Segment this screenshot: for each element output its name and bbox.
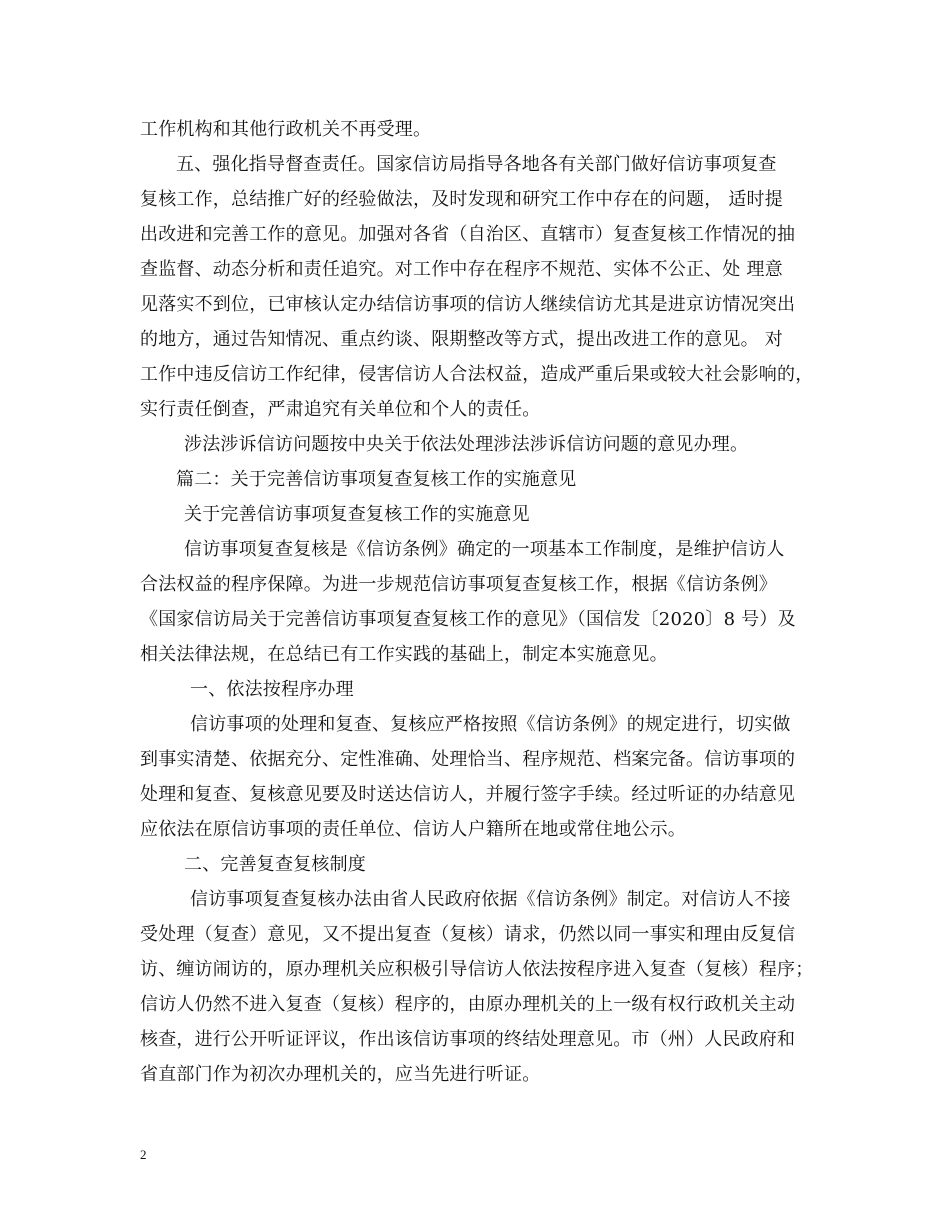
text-line: 见落实不到位，已审核认定办结信访事项的信访人继续信访尤其是进京访情况突出 bbox=[140, 294, 796, 315]
text-line: 信访人仍然不进入复查（复核）程序的，由原办理机关的上一级有权行政机关主动 bbox=[140, 994, 796, 1015]
text-line: 合法权益的程序保障。为进一步规范信访事项复查复核工作，根据《信访条例》 bbox=[140, 574, 777, 595]
text-line: 信访事项复查复核是《信访条例》确定的一项基本工作制度，是维护信访人 bbox=[184, 539, 785, 560]
text-line: 的地方，通过告知情况、重点约谈、限期整改等方式，提出改进工作的意见。 对 bbox=[140, 329, 783, 350]
text-line: 应依法在原信访事项的责任单位、信访人户籍所在地或常住地公示。 bbox=[140, 819, 686, 840]
text-line: 核查，进行公开听证评议，作出该信访事项的终结处理意见。市（州）人民政府和 bbox=[140, 1029, 796, 1050]
section-heading: 一、依法按程序办理 bbox=[190, 679, 354, 700]
page-number: 2 bbox=[140, 1147, 147, 1162]
document-title: 关于完善信访事项复查复核工作的实施意见 bbox=[184, 504, 530, 525]
section-heading: 二、完善复查复核制度 bbox=[184, 854, 366, 875]
text-line: 涉法涉诉信访问题按中央关于依法处理涉法涉诉信访问题的意见办理。 bbox=[184, 434, 749, 455]
text-line: 查监督、动态分析和责任追究。对工作中存在程序不规范、实体不公正、处 理意 bbox=[140, 259, 783, 280]
text-line: 五、强化指导督查责任。国家信访局指导各地各有关部门做好信访事项复查 bbox=[176, 154, 777, 175]
text-line: 复核工作，总结推广好的经验做法，及时发现和研究工作中存在的问题， 适时提 bbox=[140, 189, 783, 210]
text-line: 信访事项复查复核办法由省人民政府依据《信访条例》制定。对信访人不接 bbox=[190, 889, 791, 910]
text-line: 实行责任倒查，严肃追究有关单位和个人的责任。 bbox=[140, 399, 541, 420]
text-line: 信访事项的处理和复查、复核应严格按照《信访条例》的规定进行，切实做 bbox=[190, 714, 791, 735]
text-line: 处理和复查、复核意见要及时送达信访人，并履行签字手续。经过听证的办结意见 bbox=[140, 784, 796, 805]
section-heading: 篇二：关于完善信访事项复查复核工作的实施意见 bbox=[176, 469, 577, 490]
text-line: 相关法律法规，在总结已有工作实践的基础上，制定本实施意见。 bbox=[140, 644, 668, 665]
text-line: 工作中违反信访工作纪律，侵害信访人合法权益，造成严重后果或较大社会影响的， bbox=[140, 364, 814, 385]
text-line: 工作机构和其他行政机关不再受理。 bbox=[140, 119, 432, 140]
text-line: 出改进和完善工作的意见。加强对各省（自治区、直辖市）复查复核工作情况的抽 bbox=[140, 224, 796, 245]
text-line: 《国家信访局关于完善信访事项复查复核工作的意见》（国信发〔2020〕8 号）及 bbox=[140, 609, 796, 630]
text-line: 访、缠访闹访的，原办理机关应积极引导信访人依法按程序进入复查（复核）程序； bbox=[140, 959, 814, 980]
text-line: 省直部门作为初次办理机关的，应当先进行听证。 bbox=[140, 1064, 541, 1085]
text-line: 到事实清楚、依据充分、定性准确、处理恰当、程序规范、档案完备。信访事项的 bbox=[140, 749, 796, 770]
text-line: 受处理（复查）意见，又不提出复查（复核）请求，仍然以同一事实和理由反复信 bbox=[140, 924, 796, 945]
